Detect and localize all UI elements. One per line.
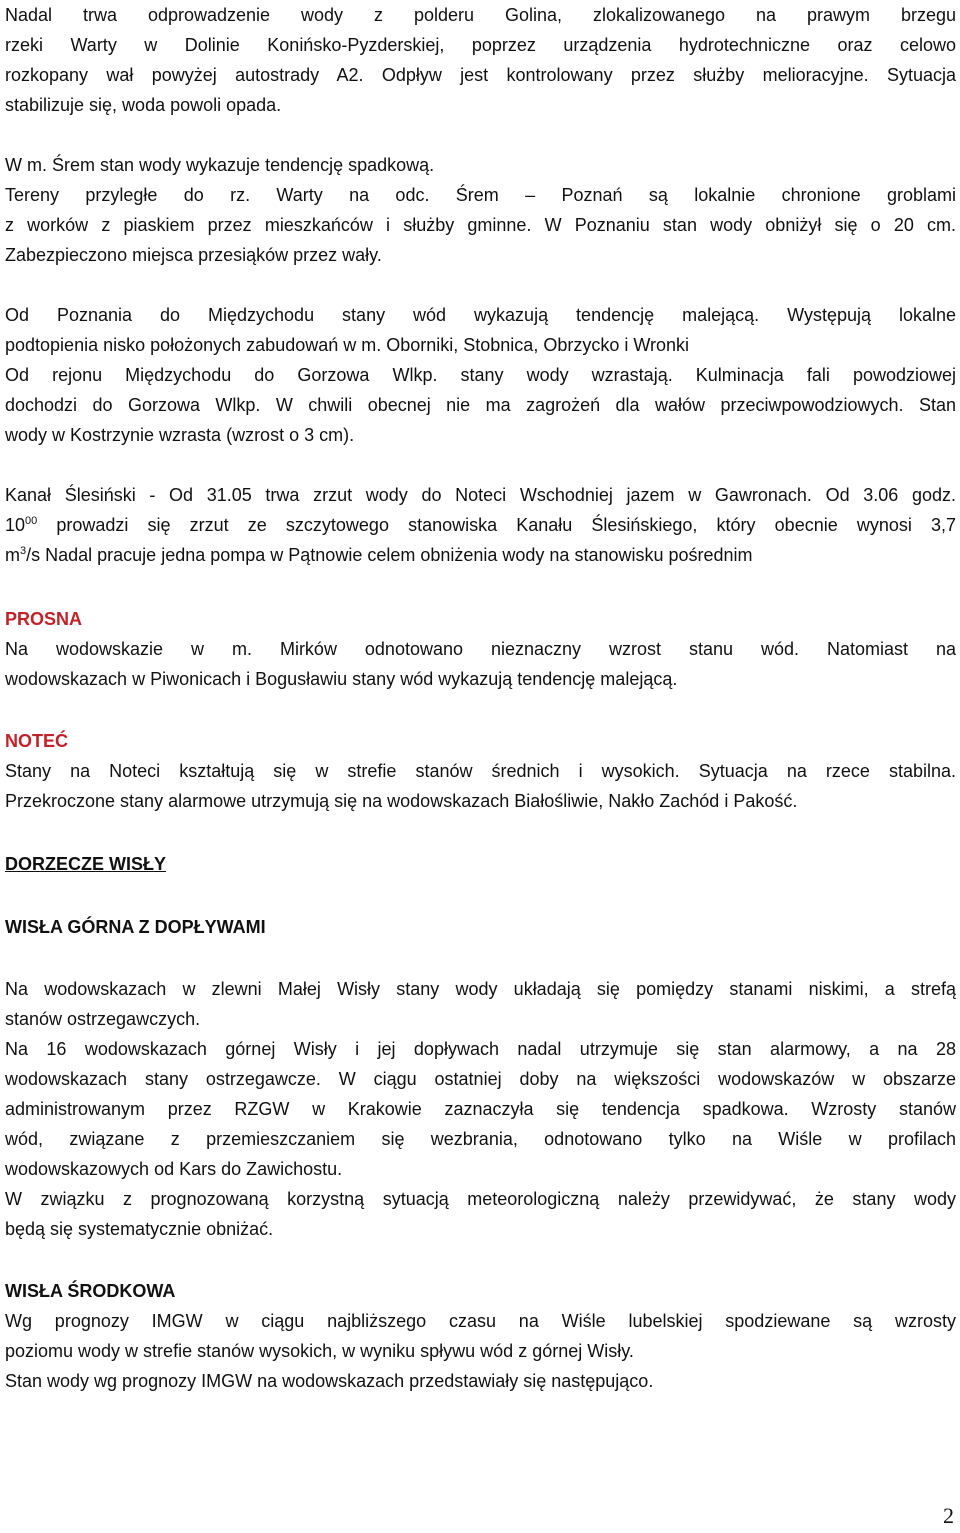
text-line: Stan wody wg prognozy IMGW na wodowskazach przedstawiały się następująco. [5, 1371, 654, 1391]
unit-m: m [5, 545, 20, 565]
text-line: rzeki Warty w Dolinie Konińsko-Pyzderskiej, poprzez urządzenia hydrotechniczne oraz celowo [5, 35, 956, 55]
document-page [5, 0, 956, 1396]
heading-notec: NOTEĆ [5, 731, 68, 751]
text-line: Wg prognozy IMGW w ciągu najbliższego czasu na Wiśle lubelskiej spodziewane są wzrosty [5, 1311, 956, 1331]
text-line: Od Poznania do Międzychodu stany wód wykazują tendencję malejącą. Występują lokalne [5, 305, 956, 325]
text-line: Tereny przyległe do rz. Warty na odc. Śrem – Poznań są lokalnie chronione groblami [5, 185, 956, 205]
text-line: Stany na Noteci kształtują się w strefie stanów średnich i wysokich. Sytuacja na rzece stabilna. [5, 761, 956, 781]
heading-dorzecze-wisly: DORZECZE WISŁY [5, 854, 166, 874]
text-line: administrowanym przez RZGW w Krakowie zaznaczyła się tendencja spadkowa. Wzrosty stanów [5, 1099, 956, 1119]
heading-prosna: PROSNA [5, 609, 83, 629]
text-line [5, 540, 956, 570]
text-line: dochodzi do Gorzowa Wlkp. W chwili obecnej nie ma zagrożeń dla wałów przeciwpowodziowych. Stan [5, 395, 956, 415]
text-line: wody w Kostrzynie wzrasta (wzrost o 3 cm). [5, 425, 355, 445]
text-line: W m. Śrem stan wody wykazuje tendencję spadkową. [5, 155, 435, 175]
text-line: wód, związane z przemieszczaniem się wezbrania, odnotowano tylko na Wiśle w profilach [5, 1129, 956, 1149]
text-line: Nadal trwa odprowadzenie wody z polderu Golina, zlokalizowanego na prawym brzegu [5, 5, 956, 25]
text-line: wodowskazowych od Kars do Zawichostu. [5, 1159, 343, 1179]
text-line: W związku z prognozowaną korzystną sytuacją meteorologiczną należy przewidywać, że stany wody [5, 1189, 956, 1209]
text-line: rozkopany wał powyżej autostrady A2. Odpływ jest kontrolowany przez służby melioracyjne. Sytuacja [5, 65, 956, 85]
text-line: będą się systematycznie obniżać. [5, 1219, 274, 1239]
text-fragment: prowadzi się zrzut ze szczytowego stanowiska Kanału Ślesińskiego, który obecnie wynosi 3,7 [37, 515, 956, 535]
text-line: stanów ostrzegawczych. [5, 1009, 201, 1029]
text-fragment: /s Nadal pracuje jedna pompa w Pątnowie celem obniżenia wody na stanowisku pośrednim [26, 545, 753, 565]
text-line: podtopienia nisko położonych zabudowań w m. Oborniki, Stobnica, Obrzycko i Wronki [5, 335, 690, 355]
text-line: Na wodowskazie w m. Mirków odnotowano nieznaczny wzrost stanu wód. Natomiast na [5, 639, 956, 659]
heading-wisla-gorna: WISŁA GÓRNA Z DOPŁYWAMI [5, 917, 266, 937]
text-line: Na 16 wodowskazach górnej Wisły i jej dopływach nadal utrzymuje się stan alarmowy, a na 28 [5, 1039, 956, 1059]
text-line: Kanał Ślesiński - Od 31.05 trwa zrzut wody do Noteci Wschodniej jazem w Gawronach. Od 3.06 godz. [5, 485, 956, 505]
text-line: z worków z piaskiem przez mieszkańców i służby gminne. W Poznaniu stan wody obniżył się o 20 cm. [5, 215, 956, 235]
minutes-superscript: 00 [25, 515, 38, 527]
text-line: wodowskazach stany ostrzegawcze. W ciągu ostatniej doby na większości wodowskazów w obszarze [5, 1069, 956, 1089]
unit-superscript: 3 [20, 545, 27, 557]
heading-wisla-srodkowa: WISŁA ŚRODKOWA [5, 1281, 176, 1301]
text-line: Zabezpieczono miejsca przesiąków przez wały. [5, 245, 382, 265]
text-line [5, 510, 956, 540]
text-line: Na wodowskazach w zlewni Małej Wisły stany wody układają się pomiędzy stanami niskimi, a strefą [5, 979, 956, 999]
text-line: Przekroczone stany alarmowe utrzymują się na wodowskazach Białośliwie, Nakło Zachód i Pakość. [5, 791, 798, 811]
text-line: Od rejonu Międzychodu do Gorzowa Wlkp. stany wody wzrastają. Kulminacja fali powodziowej [5, 365, 956, 385]
hour-value: 10 [5, 515, 26, 535]
text-line: wodowskazach w Piwonicach i Bogusławiu stany wód wykazują tendencję malejącą. [5, 669, 678, 689]
page-number: 2 [943, 1503, 954, 1528]
text-line: stabilizuje się, woda powoli opada. [5, 95, 282, 115]
text-line: poziomu wody w strefie stanów wysokich, w wyniku spływu wód z górnej Wisły. [5, 1341, 634, 1361]
